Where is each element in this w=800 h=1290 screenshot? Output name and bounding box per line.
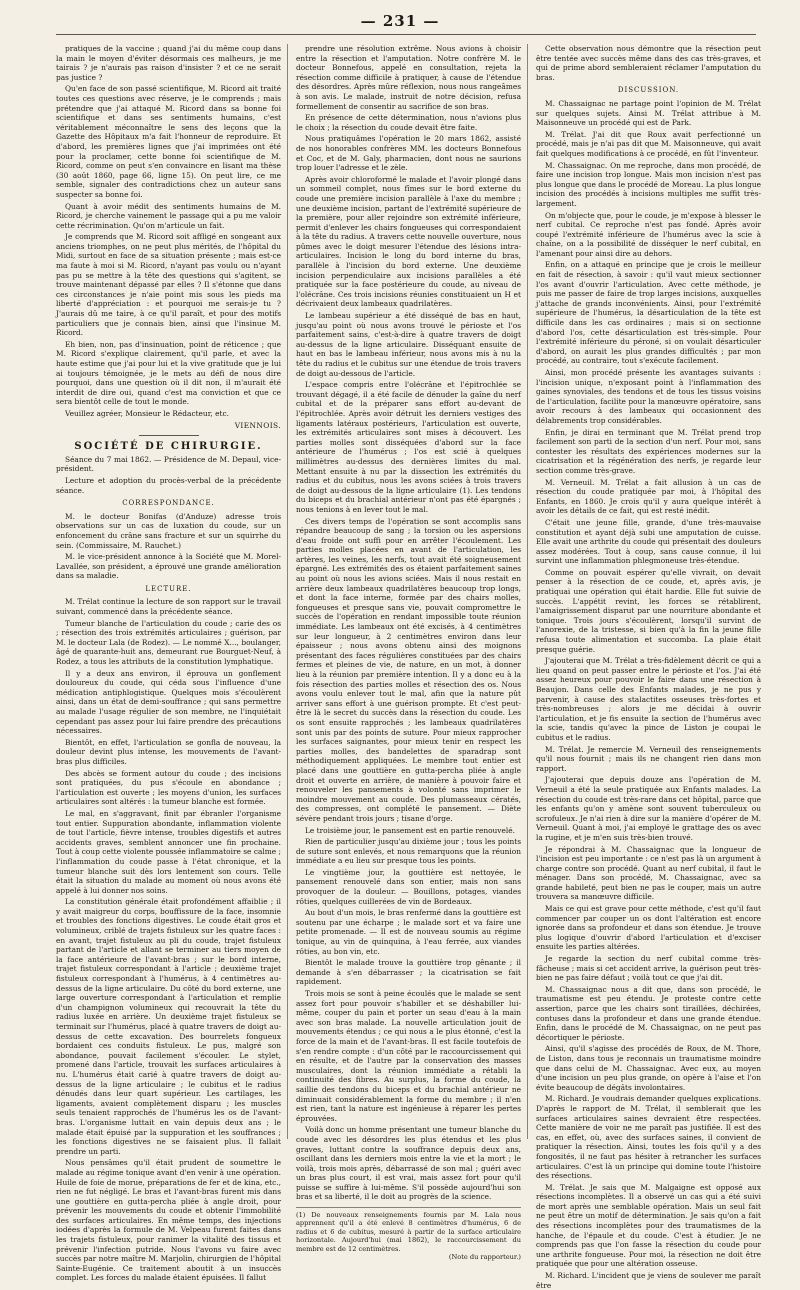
column-right (536, 44, 761, 1290)
paragraph: J'ajouterai que M. Trélat a très-fidèlement décrit ce qui a lieu quand on peut passer entre le périoste et l'os. J'ai été assez heureux pour pouvoir le faire dans une résection à Beaujon. Dans celle des Enfants malades, je ne pus y parvenir, à cause des stalactites osseuses très-fortes et très-nombreuses ; alors je me décidai à ouvrir l'articulation, et je fis ensuite la section de l'humérus avec la scie, tandis qu'avec la pince de Liston je coupai le cubitus et le radius. (536, 656, 761, 742)
paragraph: M. Verneuil. M. Trélat a fait allusion à un cas de résection du coude pratiquée par moi, à l'hôpital des Enfants, en 1860. Je crois qu'il y aura quelque intérêt à avoir les détails de ce fait, qui est resté inédit. (536, 477, 761, 516)
divider (139, 435, 199, 436)
paragraph: M. le docteur Bonifas (d'Anduze) adresse trois observations sur un cas de luxation du coude, sur un enfoncement du crâne sans fracture et sur un squirrhe du sein. (Commissaire, M. Rauchet.) (56, 511, 281, 550)
paragraph: Au bout d'un mois, le bras renfermé dans la gouttière est soutenu par une écharpe ; le malade sort et va faire une petite promenade. — Il est de nouveau soumis au régime tonique, au vin de quinquina, à l'eau ferrée, aux viandes rôties, au bon vin, etc. (296, 908, 521, 956)
paragraph: M. Trélat. Je remercie M. Verneuil des renseignements qu'il nous fournit ; mais ils ne changent rien dans mon rapport. (536, 744, 761, 773)
paragraph: Il y a deux ans environ, il éprouva un gonflement douloureux du coude, qui céda sous l'influence d'une médication antiphlogistique. Quelques mois s'écoulèrent ainsi, dans un état de demi-souffrance ; qui sans permettre au malade l'usage régulier de son membre, ne l'inquiétait cependant pas assez pour lui faire prendre des précautions nécessaires. (56, 668, 281, 736)
subsection-heading: CORRESPONDANCE. (122, 499, 215, 508)
paragraph: Après avoir chloroformé le malade et l'avoir plongé dans un sommeil complet, nous fîmes sur le bord externe du coude une première incision parallèle à l'axe du membre ; une deuxième incision, partant de l'extrémité supérieure de la première, pour aller rejoindre son extrémité inférieure, permit d'enlever les chairs fongueuses qui correspondaient à la tête du radius. A travers cette nouvelle ouverture, nous pûmes avec le doigt mesurer l'étendue des lésions intra-articulaires. Incision le long du bord interne du bras, parallèle à l'incision du bord externe. Une deuxième incision perpendiculaire aux incisions parallèles a été pratiquée sur la face postérieure du coude, au niveau de l'olécrâne. Ces trois incisions réunies constituaient un H et décrivaient deux lambeaux quadrilatères. (296, 174, 521, 309)
page-number: — 231 — (360, 12, 440, 30)
paragraph: Mais ce qui est grave pour cette méthode, c'est qu'il faut commencer par couper un os dont l'altération est encore ignorée dans sa profondeur et dans son étendue. Je trouve plus logique d'ouvrir d'abord l'articulation et d'exciser ensuite les parties altérées. (536, 904, 761, 952)
paragraph: J'ajouterai que depuis douze ans l'opération de M. Verneuil a été la seule pratiquée aux Enfants malades. La résection du coude est très-rare dans cet hôpital, parce que les enfants qu'on y amène sont souvent tuberculeux ou scrofuleux. Je n'ai rien à dire sur la manière d'opérer de M. Verneuil. Quant à moi, j'ai employé le grattage des os avec la rugine, et je m'en suis très-bien trouvé. (536, 775, 761, 842)
paragraph: C'était une jeune fille, grande, d'une très-mauvaise constitution et ayant déjà subi une amputation de cuisse. Elle avait une arthrite du coude qui présentait des douleurs assez modérées. Tout à coup, sans cause connue, il lui survint une inflammation phlegmoneuse très-étendue. (536, 517, 761, 566)
paragraph: M. Chassaignac nous a dit que, dans son procédé, le traumatisme est peu étendu. Je proteste contre cette assertion, parce que les chairs sont tiraillées, déchirées, contuses dans la profondeur et dans une grande étendue. Enfin, dans le procédé de M. Chassaignac, on ne peut pas décortiquer le périoste. (536, 984, 761, 1042)
column-middle (296, 44, 521, 1262)
paragraph: Des abcès se forment autour du coude ; des incisions sont pratiquées, du pus s'écoule en abondance ; l'articulation est ouverte ; les moyens d'union, les surfaces articulaires sont altérés : la tumeur blanche est formée. (56, 768, 281, 807)
column-left (56, 44, 281, 1283)
paragraph: Enfin, on a attaqué en principe que je crois le meilleur en fait de résection, à savoir : qu'il vaut mieux sectionner l'os avant d'ouvrir l'articulation. Avec cette méthode, je puis me passer de faire de trop larges incisions, auxquelles j'attache de grands inconvénients. Ainsi, pour l'extrémité supérieure de l'humérus, la désarticulation de la tête est difficile dans les cas ordinaires ; mais si on sectionne d'abord l'os, cette désarticulation est très-simple. Pour l'extrémité inférieure du péroné, si on voulait désarticuler d'abord, on aurait les plus grandes difficultés ; par mon procédé, au contraire, tout s'exécute facilement. (536, 260, 761, 366)
paragraph: Cette observation nous démontre que la résection peut être tentée avec succès même dans des cas très-graves, et qui de prime abord sembleraient réclamer l'amputation du bras. (536, 44, 761, 82)
paragraph: Ainsi, mon procédé présente les avantages suivants : l'incision unique, n'exposant point à l'inflammation des gaines synoviales, des tendons et de tous les tissus voisins de l'articulation, facilite pour la manœuvre opératoire, sans avoir recours à des lambeaux qui occasionnent des délabrements trop considérables. (536, 368, 761, 425)
paragraph: Voilà donc un homme présentant une tumeur blanche du coude avec les désordres les plus étendus et les plus graves, luttant contre la souffrance depuis deux ans, oscillant dans les derniers mois entre la vie et la mort ; le voilà, trois mois après, débarrassé de son mal ; guéri avec un bras plus court, il est vrai, mais assez fort pour qu'il puisse se suffire à lui-même. S'il possède aujourd'hui son bras et sa liberté, il le doit au progrès de la science. (296, 1125, 521, 1202)
footnote (296, 1207, 521, 1261)
paragraph: On m'objecte que, pour le coude, je m'expose à blesser le nerf cubital. Ce reproche n'est pas fondé. Après avoir coupé l'extrémité inférieure de l'humérus avec la scie à chaîne, on a la possibilité de disséquer le nerf cubital, en l'amenant pour ainsi dire au dehors. (536, 210, 761, 258)
paragraph: M. Richard. L'incident que je viens de soulever me paraît être (536, 1271, 761, 1290)
letter-closing: Veuillez agréer, Monsieur le Rédacteur, etc. (65, 408, 229, 418)
paragraph: pratiques de la vaccine ; quand j'ai du même coup dans la main le moyen d'éviter désormais ces malheurs, je me tairais ? je n'aurais pas raison d'insister ? et ce ne serait pas justice ? (56, 44, 281, 82)
paragraph: Le troisième jour, le pansement est en partie renouvelé. (305, 825, 515, 835)
paragraph: Tumeur blanche de l'articulation du coude ; carie des os ; résection des trois extrémités articulaires ; guérison, par M. le docteur Lala (de Rodez). — Le nommé X..., boulanger, âgé de quarante-huit ans, demeurant rue Bourguet-Neuf, à Rodez, a tous les attributs de la constitution lymphatique. (56, 618, 281, 667)
column-divider (287, 44, 288, 1139)
paragraph: Je comprends que M. Ricord soit affligé en songeant aux anciens triomphes, on ne peut plus mérités, de l'hôpital du Midi, surtout en face de sa situation présente ; mais est-ce ma faute à moi si M. Ricord, n'ayant pas voulu ou n'ayant pas pu se mettre à la tête des questions qui s'agitent, se trouve maintenant dépassé par elles ? Il s'étonne que dans ces circonstances je n'aie point mis sous les pieds ma liberté d'appréciation : et pourquoi me serais-je tu ? J'aurais dû me taire, à ce qu'il paraît, et pour des motifs particuliers que je connais bien, ainsi que l'insinue M. Ricord. (56, 232, 281, 338)
paragraph: Quant à avoir médit des sentiments humains de M. Ricord, je cherche vainement le passage qui a pu me valoir cette récrimination. Qu'on m'articule un fait. (56, 201, 281, 230)
paragraph: Nous pensâmes qu'il était prudent de soumettre le malade au régime tonique avant d'en venir à une opération. Huile de foie de morue, préparations de fer et de kina, etc., rien ne fut négligé. Le bras et l'avant-bras furent mis dans une gouttière en gutta-percha pliée à angle droit, pour prévenir les mouvements du coude et obtenir l'immobilité des surfaces articulaires. En même temps, des injections iodées d'après la formule de M. Velpeau furent faites dans les trajets fistuleux, pour ranimer la vitalité des tissus et prévenir l'infection putride. Nous l'avons vu faire avec succès par notre maître M. Marjolin, chirurgien de l'hôpital Sainte-Eugénie. Ce traitement aboutit à un insuccès complet. Les forces du malade étaient épuisées. Il fallut (56, 1158, 281, 1283)
paragraph: M. Trélat continue la lecture de son rapport sur le travail suivant, commencé dans la précédente séance. (56, 597, 281, 617)
subsection-heading: DISCUSSION. (617, 86, 680, 95)
paragraph: Qu'en face de son passé scientifique, M. Ricord ait traité toutes ces questions avec réserve, je le comprends ; mais prétendre que j'ai attaqué M. Ricord dans sa bonne foi scientifique et dans ses sentiments humains, c'est véritablement méconnaître le sens des leçons que la Gazette des Hôpitaux m'a fait l'honneur de reproduire. Et d'abord, les premières lignes que j'ai imprimées ont été pour la proclamer, cette bonne foi scientifique de M. Ricord, comme on peut s'en convaincre en lisant ma thèse (30 août 1860, page 66, ligne 15). On peut lire, ce me semble, signaler des contradictions chez un auteur sans suspecter sa bonne foi. (56, 84, 281, 199)
paragraph: Ces divers temps de l'opération se sont accomplis sans répandre beaucoup de sang ; la torsion ou les aspersions d'eau froide ont suffi pour en arrêter l'écoulement. Les parties molles placées en avant de l'articulation, les artères, les veines, les nerfs, tout avait été soigneusement épargné. Les extrémités des os étaient parfaitement saines au point où nous les avions sciées. Mais il nous restait en arrière deux lambeaux quadrilatères beaucoup trop longs, et dont la face interne, formée par des chairs molles, fongueuses et presque sans vie, pouvait compromettre le succès de l'opération en rendant impossible toute réunion immédiate. Les lambeaux ont été excisés, à 4 centimètres sur leur longueur, à 2 centimètres environ dans leur épaisseur ; nous avons obtenu ainsi des moignons présentant des faces régulières constituées par des chairs fermes et pleines de vie, de nature, en un mot, à donner lieu à la réunion par première intention. Il y a donc eu à la fois résection des parties molles et résection des os. Nous avons voulu enlever tout le mal, afin que la nature pût arriver sans effort à une guérison prompte. Et c'est peut-être là le secret du succès dans la résection du coude. Les os sont ensuite rapprochés ; les lambeaux quadrilatères sont unis par des points de suture. Pour mieux rapprocher les surfaces saignantes, pour mieux tenir en respect les parties molles, des bandelettes de sparadrap sont méthodiquement appliquées. Le membre tout entier est placé dans une gouttière en gutta-percha pliée à angle droit et ouverte en arrière, de manière à pouvoir faire et renouveler les pansements à volonté sans imprimer le moindre mouvement au coude. Des plumasseaux cératés, des compresses, ont complété le pansement. — Diète sévère pendant trois jours ; tisane d'orge. (296, 516, 521, 823)
paragraph: Le vingtième jour, la gouttière est nettoyée, le pansement renouvelé dans son entier, mais non sans provoquer de la douleur. — Bouillons, potages, viandes rôties, quelques cuillerées de vin de Bordeaux. (296, 867, 521, 906)
session-line: Séance du 7 mai 1862. — Présidence de M. Depaul, vice-président. (56, 454, 281, 474)
paragraph: Trois mois se sont à peine écoulés que le malade se sent assez fort pour pouvoir s'habiller et se déshabiller lui-même, couper du pain et porter un seau d'eau à la main avec son bras malade. La nouvelle articulation jouit de mouvements étendus ; ce qui nous a le plus étonné, c'est la force de la main et de l'avant-bras. Il est facile toutefois de s'en rendre compte : d'un côté par le raccourcissement qui en résulte, et de l'autre par la conservation des masses musculaires, dont la réunion immédiate a rétabli la continuité des fibres. Au surplus, la forme du coude, la saillie des tendons du biceps et du brachial antérieur ne diminuait considérablement la forme du membre ; il n'en est rien, tant la nature est ingénieuse à réparer les pertes éprouvées. (296, 989, 521, 1123)
paragraph: Enfin, je dirai en terminant que M. Trélat prend trop facilement son parti de la section d'un nerf. Pour moi, sans contester les résultats des expériences modernes sur la cicatrisation et la régénération des nerfs, je regarde leur section comme très-grave. (536, 427, 761, 475)
paragraph: L'espace compris entre l'olécrâne et l'épitrochlée se trouvant dégagé, il a été facile de dénuder la gaîne du nerf cubital et de la préparer sans effort au-devant de l'épitrochlée. Après avoir détruit les derniers vestiges des ligaments latéraux postérieurs, l'articulation est ouverte, les extrémités articulaires sont mises à découvert. Les parties molles sont disséquées d'abord sur la face antérieure de l'humérus ; l'os est scié à quelques millimètres au-dessus des dernières limites du mal. Mettant ensuite à nu par la dissection les extrémités du radius et du cubitus, nous les avons sciées à trois travers de doigt au-dessous de la ligne articulaire (1). Les tendons du biceps et du brachial antérieur n'ont pas été épargnés ; nous tenions à en lever tout le mal. (296, 380, 521, 514)
footnote-signature: (Note du rapporteur.) (448, 1253, 521, 1262)
paragraph: Comme on pouvait espérer qu'elle vivrait, on devait penser à la résection de ce coude, et, après avis, je pratiquai une opération qui était hardie. Elle fut suivie de succès. L'appétit revint, les forces se rétablirent, l'amaigrissement disparut par une nourriture abondante et tonique. Trois jours s'écoulèrent, lorsqu'il survint de l'anorexie, de la tristesse, si bien qu'à la fin la jeune fille refusa toute alimentation et succomba. La plaie était presque guérie. (536, 567, 761, 654)
paragraph: Je répondrai à M. Chassaignac que la longueur de l'incision est peu importante : ce n'est pas là un argument à charge contre son procédé. Quant au nerf cubital, il faut le ménager. Dans son procédé, M. Chassaignac, avec sa grande habileté, peut bien ne pas le couper, mais un autre trouvera sa manœuvre difficile. (536, 844, 761, 902)
paragraph: La constitution générale était profondément affaiblie ; il y avait maigreur du corps, bouffissure de la face, insomnie et troubles des fonctions digestives. Le coude était gros et volumineux, criblé de trajets fistuleux sur les quatre faces : en avant, trajet fistuleux au pli du coude, trajet fistuleux partant de l'article et allant se terminer au tiers moyen de la face antérieure de l'avant-bras ; sur le bord interne, trajet fistuleux correspondant à l'article ; deuxième trajet fistuleux correspondant à l'humérus, à 4 centimètres au-dessus de la ligne articulaire. Du côté du bord externe, une large ouverture correspondant à l'articulation et remplie d'un champignon volumineux qui recouvrait la tête du radius luxée en arrière. Un deuxième trajet fistuleux se terminait sur l'humérus, placé à quatre travers de doigt au-dessus de cette excavation. Des bourrelets fongueux bordaient ces conduits fistuleux. Le pus, malgré son abondance, pouvait facilement s'écouler. Le stylet, promené dans l'article, trouvait les surfaces articulaires à nu. L'humérus était carié à quatre travers de doigt au-dessus de la ligne articulaire ; le cubitus et le radius dénudés dans leur quart supérieur. Les cartilages, les ligaments, avaient complètement disparu ; les muscles seuls tenaient rapprochés de l'humérus les os de l'avant-bras. L'organisme luttait en vain depuis deux ans ; le malade était épuisé par la suppuration et les souffrances ; les fonctions digestives ne se faisaient plus. Il fallait prendre un parti. (56, 897, 281, 1156)
paragraph: M. le vice-président annonce à la Société que M. Morel-Lavallée, son président, a éprouvé une grande amélioration dans sa maladie. (56, 552, 281, 581)
paragraph: Lecture et adoption du procès-verbal de la précédente séance. (56, 475, 281, 495)
paragraph: Bientôt, en effet, l'articulation se gonfla de nouveau, la douleur devint plus intense, les mouvements de l'avant-bras plus difficiles. (56, 737, 281, 766)
paragraph: M. Chassaignac. On me reproche, dans mon procédé, de faire une incision trop longue. Mais mon incision n'est pas plus longue que dans le procédé de Moreau. La plus longue incision des procédés à incisions multiples me suffit très-largement. (536, 160, 761, 208)
paragraph: Le mal, en s'aggravant, finit par ébranler l'organisme tout entier. Suppuration abondante, inflammation violente de tout l'article, fièvre intense, troubles digestifs et autres accidents graves, semblent annoncer une fin prochaine. Tout à coup cette violente poussée inflammatoire se calme ; l'inflammation du coude passe à l'état chronique, et la tumeur blanche suit dès lors lentement son cours. Telle était la situation du malade au moment où nous avons été appelé à lui donner nos soins. (56, 808, 281, 895)
footnote-text: (1) De nouveaux renseignements fournis par M. Lala nous apprennent qu'il a été enlevé 8 centimètres d'humérus, 6 de radius et 6 de cubitus, mesuré à partir de la surface articulaire horizontale. Aujourd'hui (mai 1862), le raccourcissement du membre est de 12 centimètres. (296, 1211, 521, 1253)
paragraph: En présence de cette détermination, nous n'avions plus le choix ; la résection du coude devait être faite. (296, 113, 521, 132)
subsection-heading: LECTURE. (145, 584, 192, 593)
column-divider (527, 44, 528, 1139)
top-rule (56, 34, 756, 35)
paragraph: M. Trélat. J'ai dit que Roux avait perfectionné un procédé, mais je n'ai pas dit que M. Maisonneuve, qui avait fait quelques modifications à ce procédé, en fût l'inventeur. (536, 129, 761, 158)
paragraph: prendre une résolution extrême. Nous avions à choisir entre la résection et l'amputation. Notre confrère M. le docteur Bonnefous, appelé en consultation, rejeta la résection comme difficile à pratiquer, à cause de l'étendue des désordres. Après mûre réflexion, nous nous rangeâmes à son avis. Le malade, instruit de notre décision, refusa formellement de consentir au sacrifice de son bras. (296, 44, 521, 111)
paragraph: Rien de particulier jusqu'au dixième jour ; tous les points de suture sont enlevés, et nous remarquons que la réunion immédiate a eu lieu sur presque tous les points. (296, 837, 521, 866)
paragraph: M. Chassaignac ne partage point l'opinion de M. Trélat sur quelques sujets. Ainsi M. Trélat attribue à M. Maisonneuve un procédé qui est de Park. (536, 98, 761, 128)
paragraph: Nous pratiquâmes l'opération le 20 mars 1862, assisté de nos honorables confrères MM. les docteurs Bonnefous et Coc, et de M. Galy, pharmacien, dont nous ne saurions trop louer l'adresse et le zèle. (296, 134, 521, 173)
paragraph: Bientôt le malade trouve la gouttière trop gênante ; il demande à s'en débarrasser ; la cicatrisation se fait rapidement. (296, 958, 521, 987)
letter-signature: VIENNOIS. (234, 420, 281, 430)
paragraph: Le lambeau supérieur a été disséqué de bas en haut, jusqu'au point où nous avons trouvé le périoste et l'os parfaitement sains, c'est-à-dire à quatre travers de doigt au-dessus de la ligne articulaire. Disséquant ensuite de haut en bas le lambeau inférieur, nous avons mis à nu la tête du radius et le cubitus sur une étendue de trois travers de doigt au-dessous de l'article. (296, 311, 521, 378)
paragraph: M. Trélat. Je sais que M. Malgaigne est opposé aux résections incomplètes. Il a observé un cas qui a été suivi de mort après une semblable opération. Mais un seul fait ne peut être un motif de détermination. Je sais qu'on a fait des résections incomplètes pour des traumatismes de la hanche, de l'épaule et du coude. C'est à étudier. Je ne comprends pas que l'on fasse la résection du coude pour une arthrite fongueuse. Pour moi, la résection ne doit être pratiquée que pour une altération osseuse. (536, 1182, 761, 1269)
paragraph: Eh bien, non, pas d'insinuation, point de réticence ; que M. Ricord s'explique clairement, qu'il parle, et avec la haute estime que j'ai pour lui et la vive gratitude que je lui ai toujours témoignée, je le mets au défi de nous dire pourquoi, dans une question où il dit non, il m'aurait été interdit de dire oui, quand c'est ma conviction et que ce sera bientôt celle de tout le monde. (56, 339, 281, 407)
paragraph: M. Richard. Je voudrais demander quelques explications. D'après le rapport de M. Trélat, il semblerait que les surfaces articulaires saines devraient être respectées. Cette manière de voir ne me paraît pas justifiée. Il est des cas, en effet, où, avec des surfaces saines, il convient de pratiquer la résection. Ainsi, toutes les fois qu'il y a des fongosités, il ne faut pas hésiter à retrancher les surfaces articulaires. C'est là un principe qui domine toute l'histoire des résections. (536, 1094, 761, 1181)
paragraph: Ainsi, qu'il s'agisse des procédés de Roux, de M. Thore, de Liston, dans tous je reconnais un traumatisme moindre que dans celui de M. Chassaignac. Avec eux, au moyen d'une incision un peu plus grande, on opère à l'aise et l'on évite beaucoup de dégâts involontaires. (536, 1044, 761, 1092)
section-title: SOCIÉTÉ DE CHIRURGIE. (74, 441, 263, 453)
paragraph: Je regarde la section du nerf cubital comme très-fâcheuse ; mais si cet accident arrive, la guérison peut très-bien ne pas faire défaut ; voilà tout ce que j'ai dit. (536, 954, 761, 983)
